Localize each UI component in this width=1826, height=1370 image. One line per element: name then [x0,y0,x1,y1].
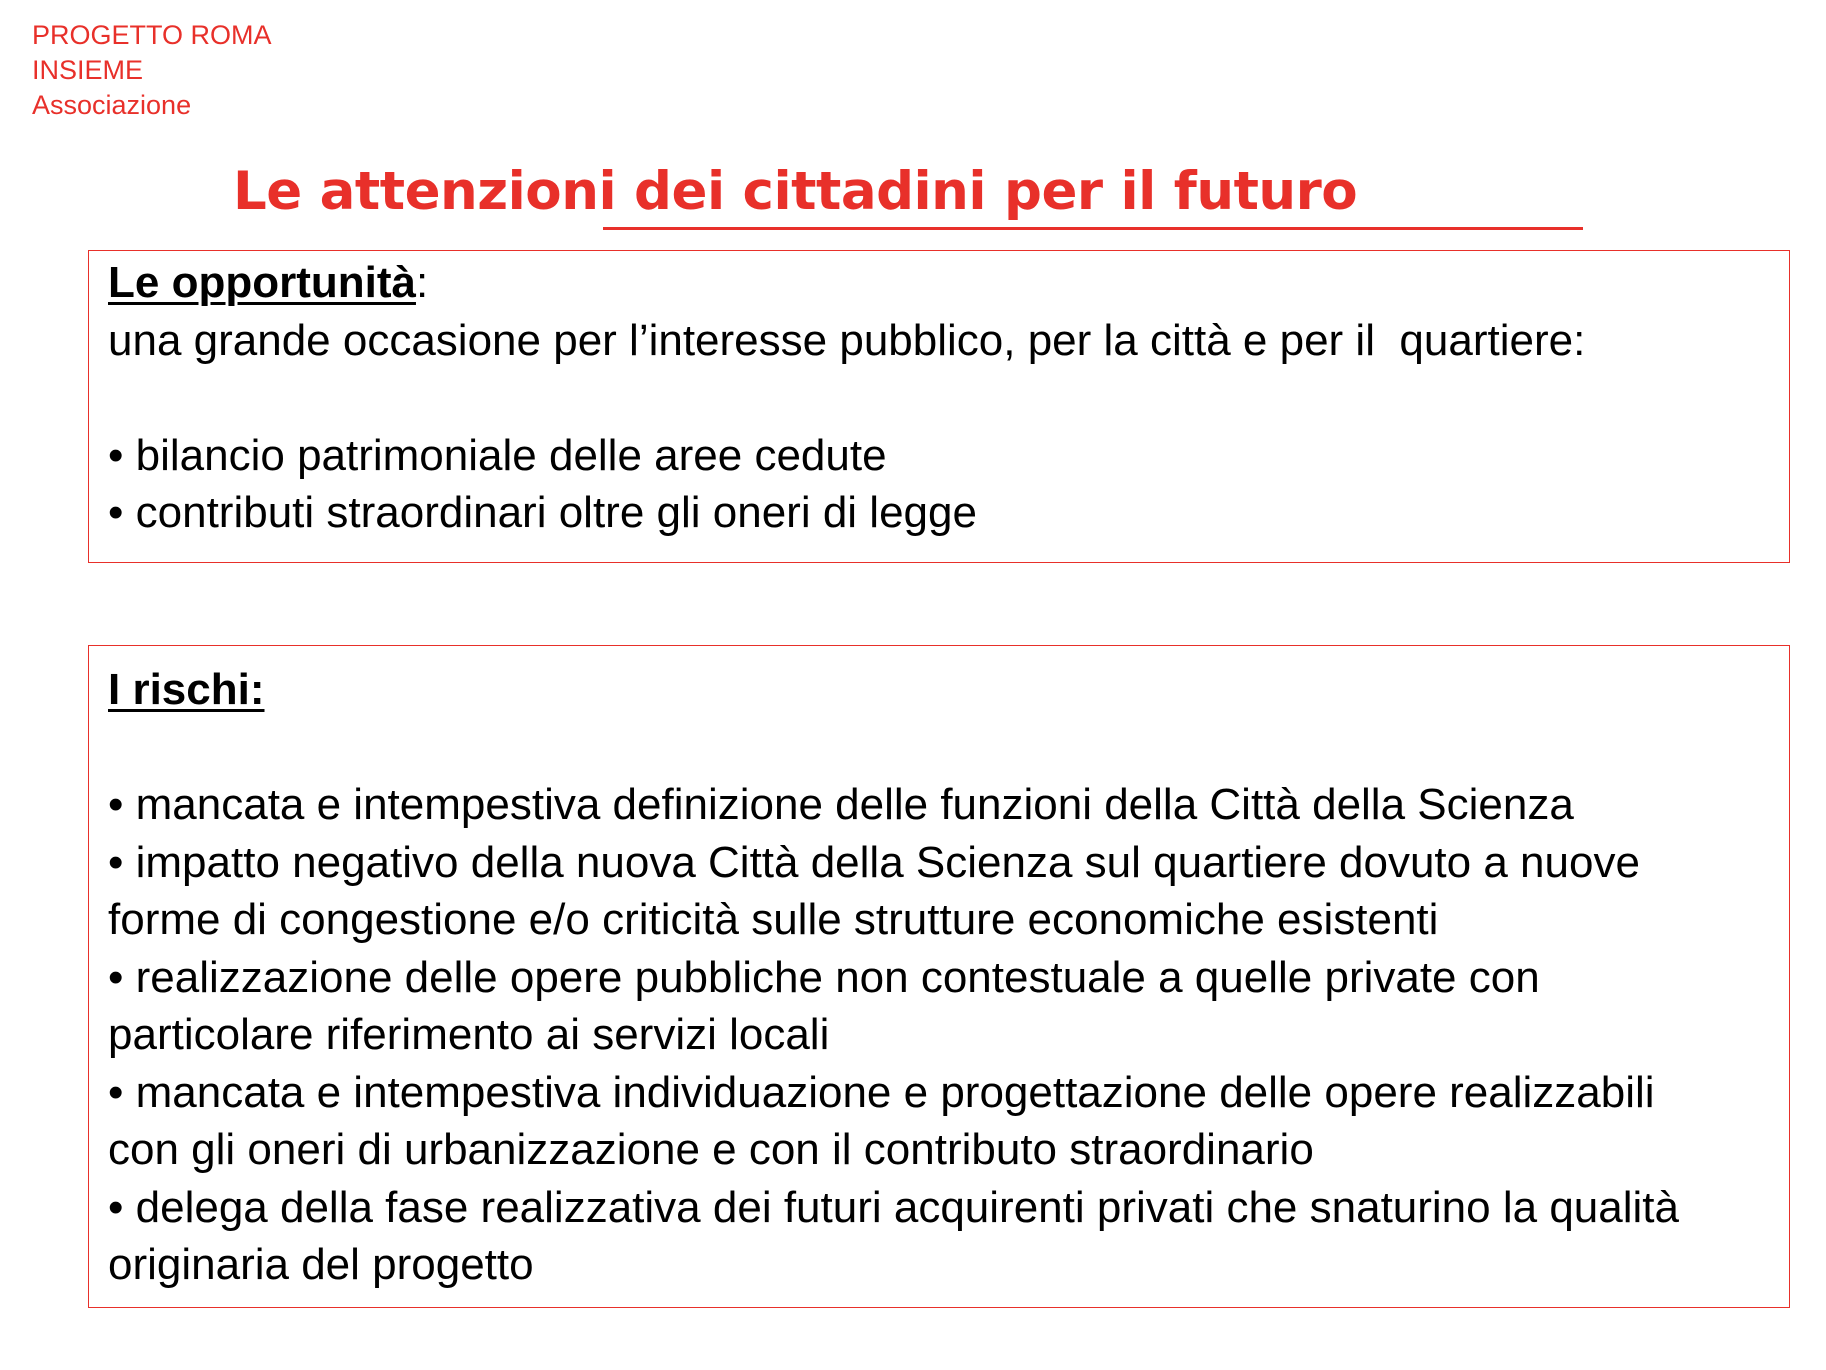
risk-item: • delega della fase realizzativa dei futuri acquirenti privati che snaturino la qualità originaria del progetto [108,1182,1679,1289]
risks-box [88,645,1790,1308]
risks-content [108,661,1769,1294]
risks-heading: I rischi: [108,665,265,714]
opportunity-item: • contributi straordinari oltre gli oneri di legge [108,488,977,537]
opportunities-box [88,250,1790,563]
organization-line: INSIEME [32,55,144,85]
risk-item: • impatto negativo della nuova Città della Scienza sul quartiere dovuto a nuove forme di congestione e/o criticità sulle strutture economiche esistenti [108,837,1640,944]
opportunities-heading-suffix: : [415,258,429,307]
organization-line: PROGETTO ROMA [32,20,272,50]
organization-label [32,18,272,123]
title-underline [603,227,1583,230]
opportunities-heading: Le opportunità [108,258,416,307]
opportunities-content [108,254,1769,542]
organization-line: Associazione [32,90,192,120]
opportunities-intro: una grande occasione per l’interesse pubblico, per la città e per il quartiere: [108,315,1586,365]
page-title: Le attenzioni dei cittadini per il futuro [233,161,1358,222]
spacer [108,369,1769,427]
risk-item: • realizzazione delle opere pubbliche non contestuale a quelle private con particolare riferimento ai servizi locali [108,952,1540,1059]
opportunity-item: • bilancio patrimoniale delle aree cedute [108,430,887,480]
risk-item: • mancata e intempestiva definizione delle funzioni della Città della Scienza [108,780,1574,829]
opportunities-heading-line [108,254,1769,312]
spacer [108,719,1769,777]
risks-heading-line [108,661,1769,719]
page-title-container [233,158,1583,236]
risk-item: • mancata e intempestiva individuazione e progettazione delle opere realizzabili con gli oneri di urbanizzazione e con il contributo straordinario [108,1067,1655,1174]
